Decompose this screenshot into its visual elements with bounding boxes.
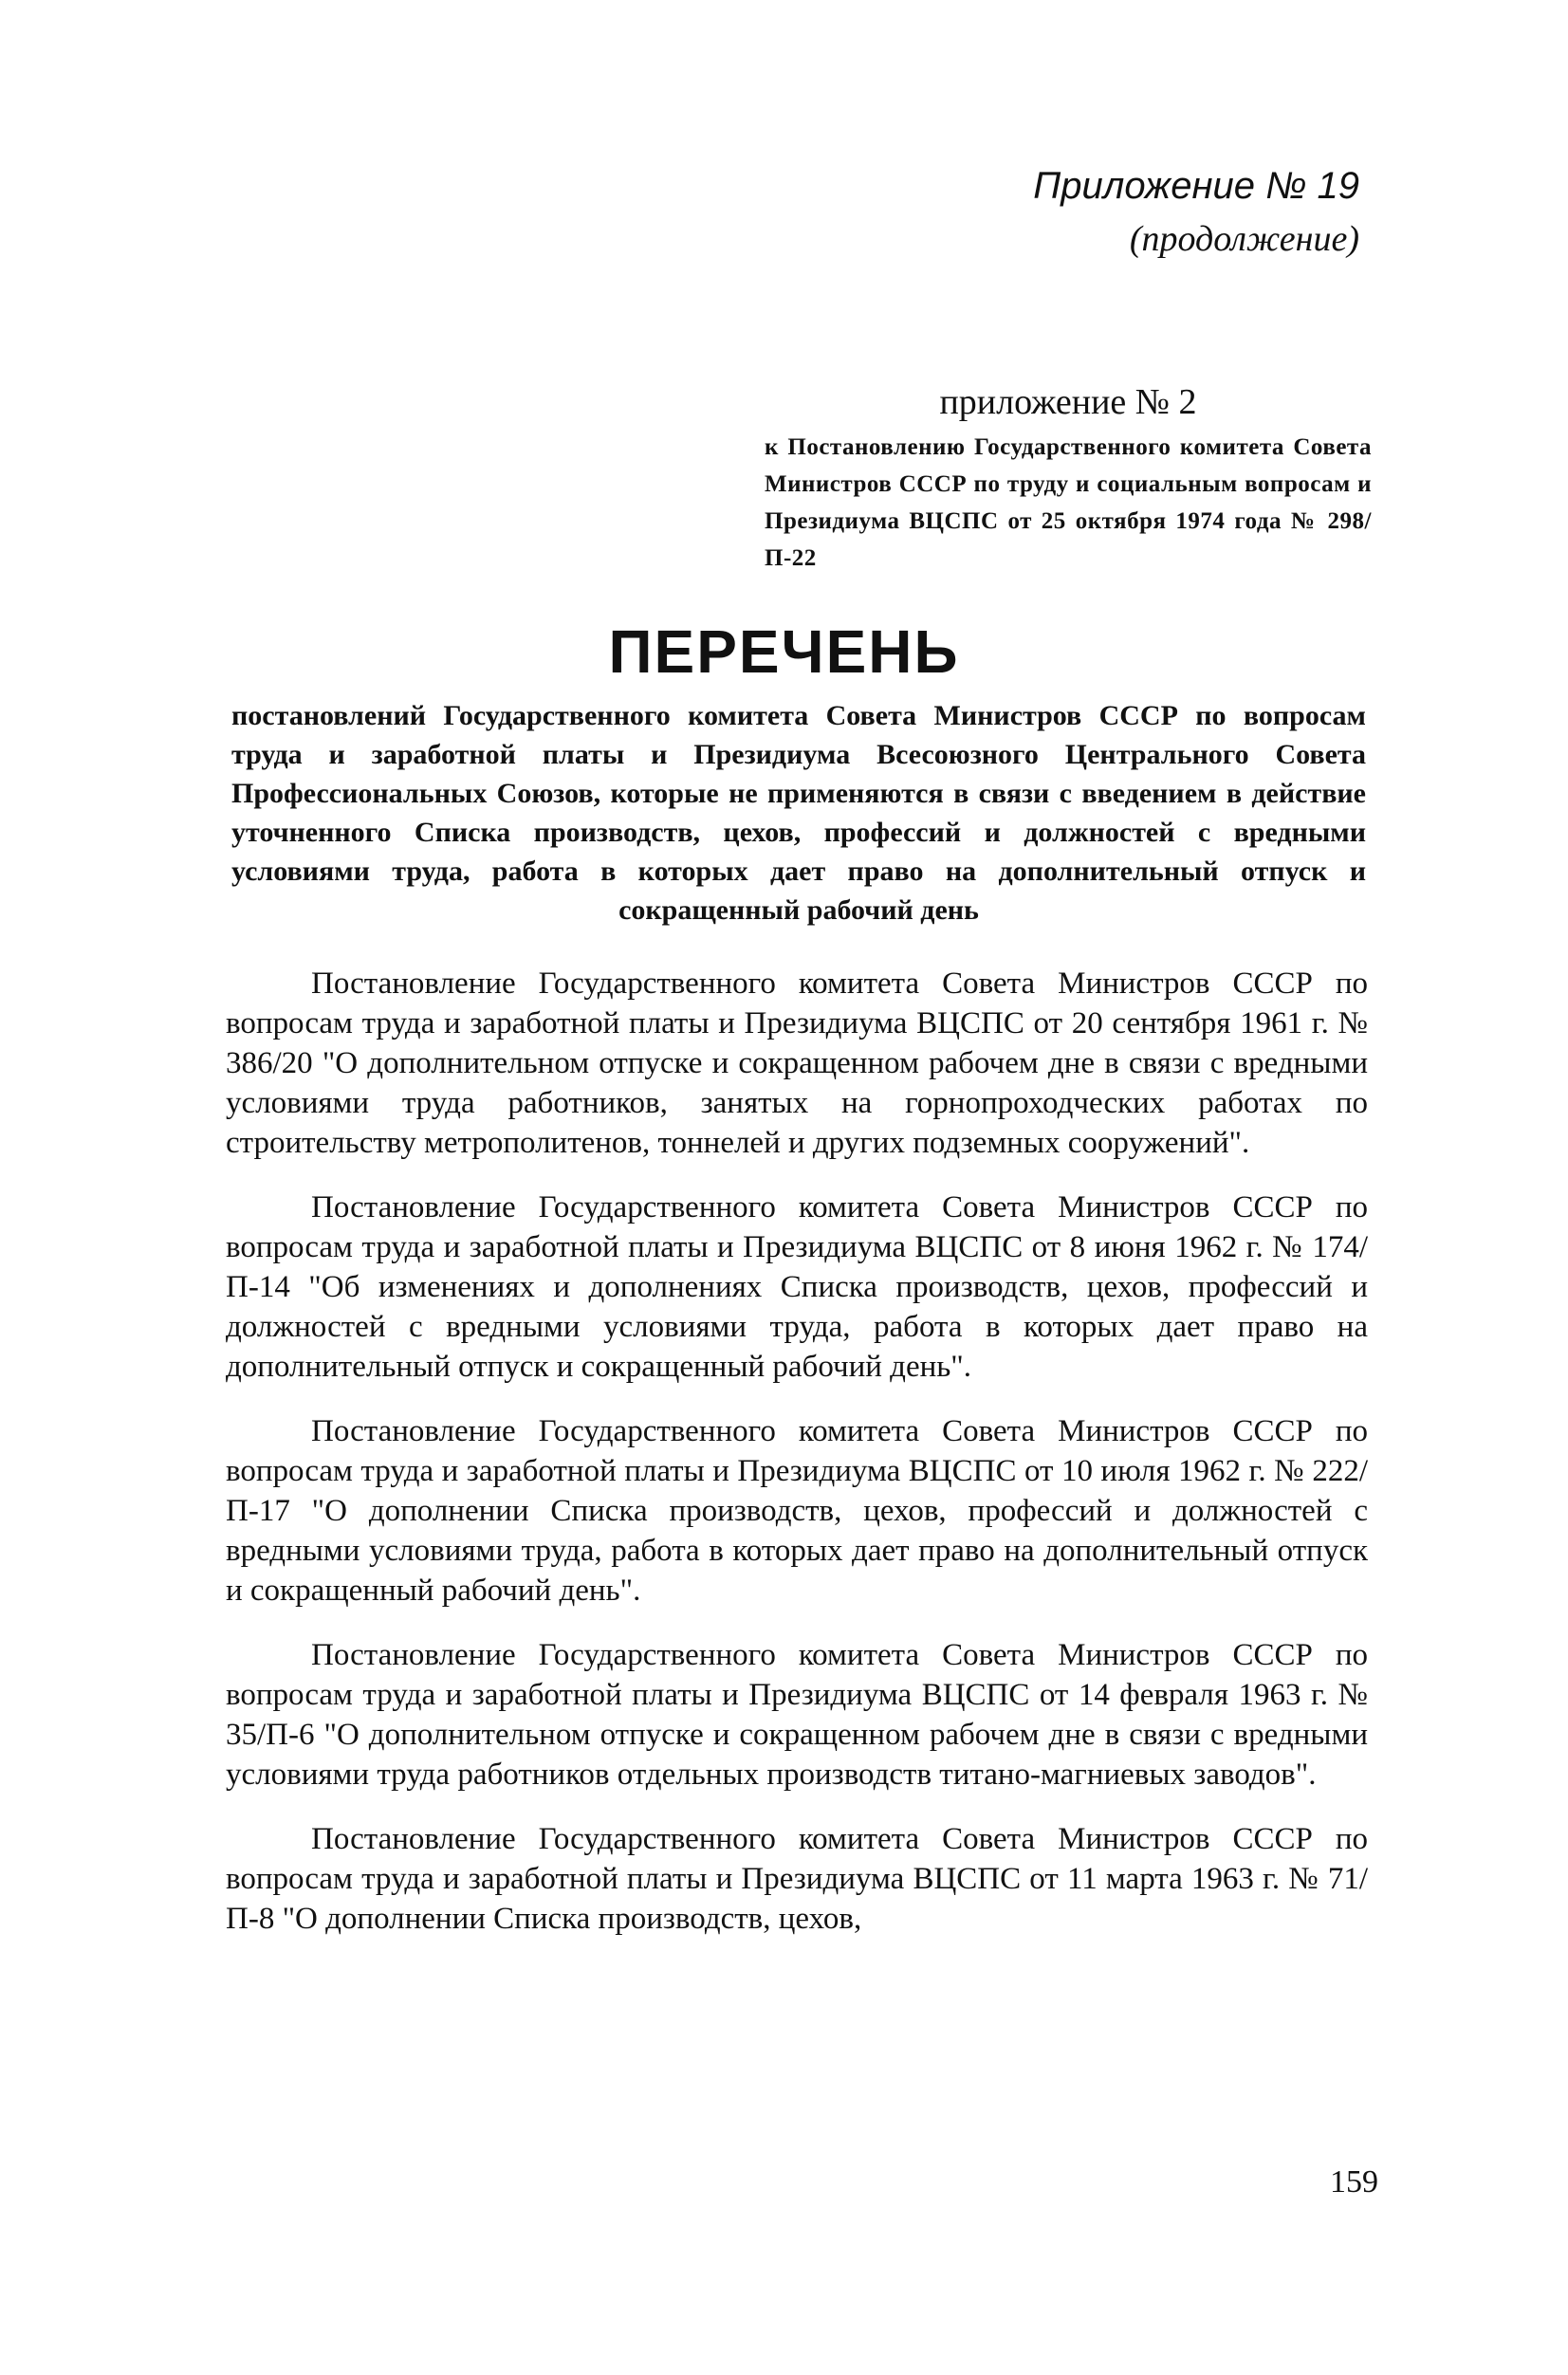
paragraph-resolution-35: Постановление Государственного комитета Совета Министров СССР по вопросам труда и заработной платы и Президиума ВЦСПС от 14 февраля 1963 г. № 35/П-6 "О дополнительном отпуске и сокращенном рабочем дне в связи с вредными условиями труда работников отдельных производств титано-магниевых заводов". <box>226 1638 1368 1792</box>
reference-text: к Постановлению Государственного комитета Совета Министров СССР по труду и социальным вопросам и Президиума ВЦСПС от 25 октября 1974 года № 298/П-22 <box>765 434 1372 571</box>
reference-title: приложение № 2 <box>939 382 1197 422</box>
paragraph-resolution-222: Постановление Государственного комитета Совета Министров СССР по вопросам труда и заработной платы и Президиума ВЦСПС от 10 июля 1962 г. № 222/П-17 "О дополнении Списка производств, цехов, профессий и должностей с вредными условиями труда, работа в которых дает право на дополнительный отпуск и сокращенный рабочий день". <box>226 1414 1368 1608</box>
document-title: ПЕРЕЧЕНЬ <box>608 617 960 686</box>
page-number: 159 <box>1330 2164 1378 2200</box>
document-subtitle: постановлений Государственного комитета Совета Министров СССР по вопросам труда и заработной платы и Президиума Всесоюзного Центрального Совета Профессиональных Союзов, которые не применяются в связи с введением в действие уточненного Списка производств, цехов, профессий и должностей с вредными условиями труда, работа в которых дает право на дополнительный отпуск и сокращенный рабочий день <box>231 700 1366 926</box>
paragraph-resolution-71: Постановление Государственного комитета Совета Министров СССР по вопросам труда и заработной платы и Президиума ВЦСПС от 11 марта 1963 г. № 71/П-8 "О дополнении Списка производств, цехов, <box>226 1822 1368 1936</box>
paragraph-resolution-174: Постановление Государственного комитета Совета Министров СССР по вопросам труда и заработной платы и Президиума ВЦСПС от 8 июня 1962 г. № 174/П-14 "Об изменениях и дополнениях Списка производств, цехов, профессий и должностей с вредными условиями труда, работа в которых дает право на дополнительный отпуск и сокращенный рабочий день". <box>226 1190 1368 1384</box>
appendix-header <box>1033 159 1359 266</box>
appendix-label: Приложение № 19 <box>1033 165 1359 207</box>
paragraph-resolution-386: Постановление Государственного комитета Совета Министров СССР по вопросам труда и заработной платы и Президиума ВЦСПС от 20 сентября 1961 г. № 386/20 "О дополнительном отпуске и сокращенном рабочем дне в связи с вредными условиями труда работников, занятых на горнопроходческих работах по строительству метрополитенов, тоннелей и других подземных сооружений". <box>226 967 1368 1160</box>
reference-block <box>765 379 1372 577</box>
appendix-continuation: (продолжение) <box>1129 219 1359 259</box>
document-body <box>226 964 1368 1963</box>
